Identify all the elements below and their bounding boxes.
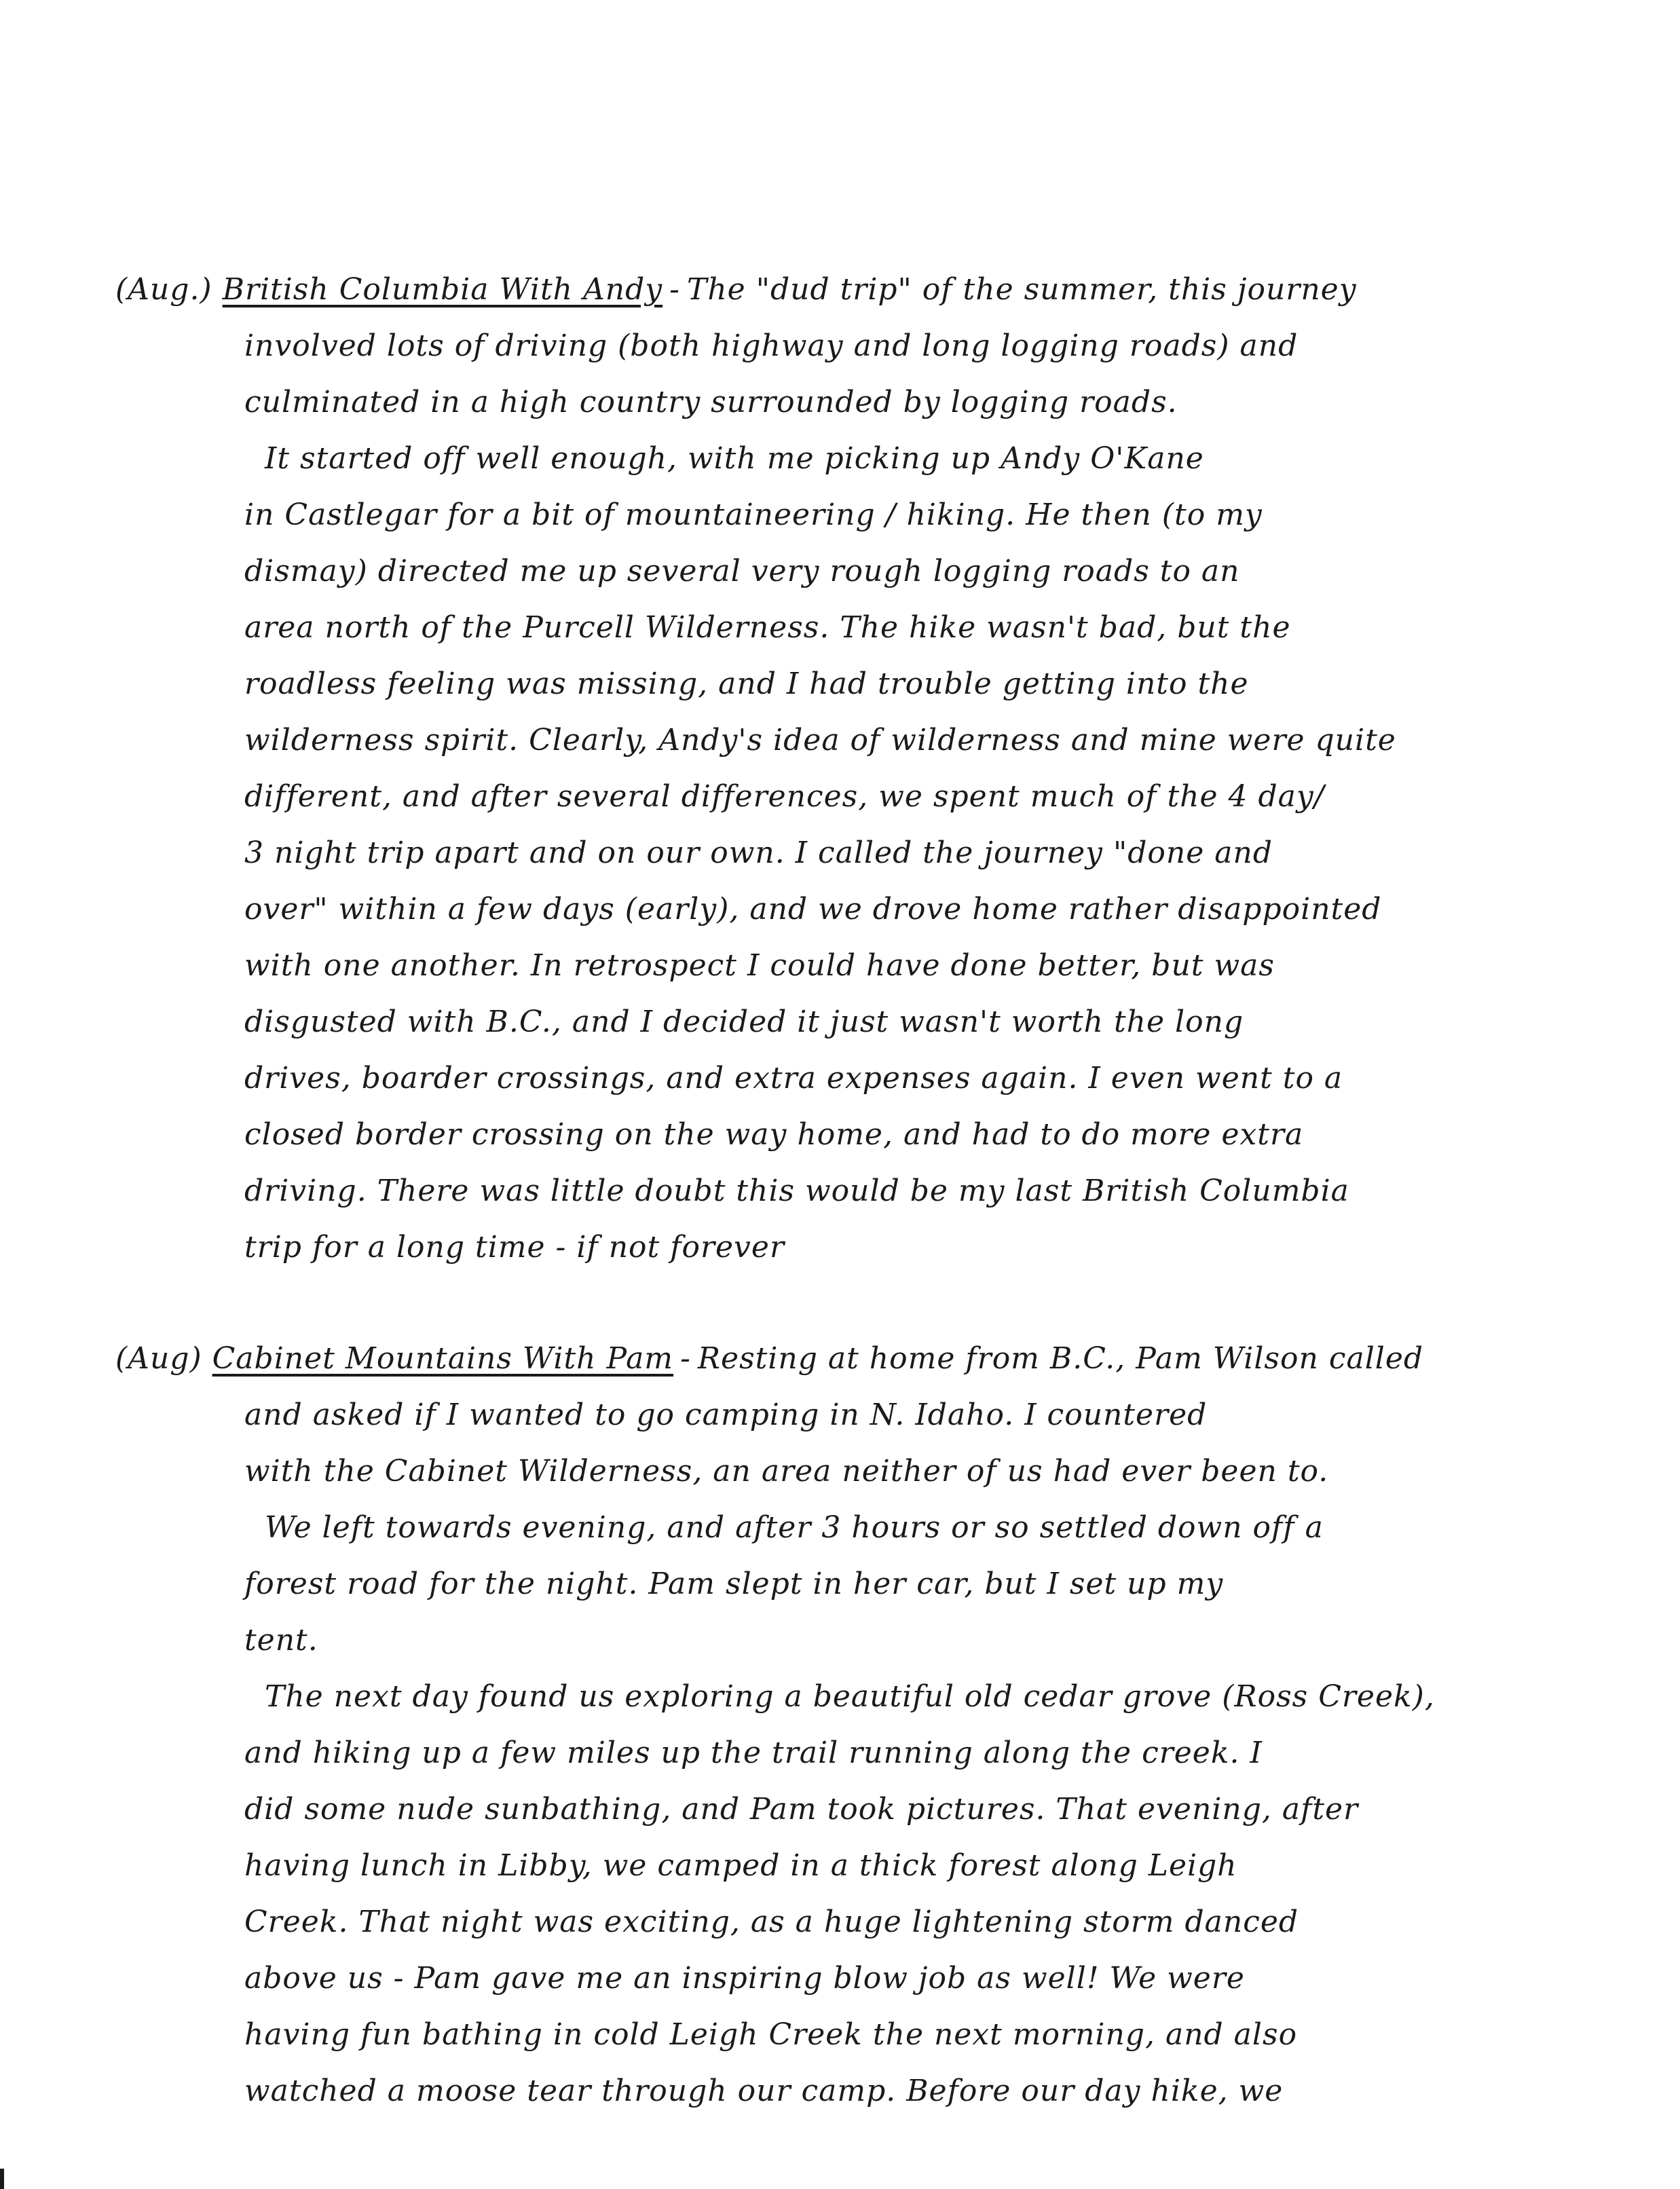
entry-separator: -: [669, 272, 680, 307]
entry-line: having fun bathing in cold Leigh Creek the next morning, and also: [244, 2017, 1298, 2052]
entry-line: did some nude sunbathing, and Pam took pictures. That evening, after: [244, 1792, 1359, 1827]
entry-heading: Cabinet Mountains With Pam: [212, 1341, 674, 1376]
entry-line: with one another. In retrospect I could have done better, but was: [244, 948, 1275, 983]
entry-date: (Aug): [115, 1341, 202, 1376]
entry-line: involved lots of driving (both highway and long logging roads) and: [244, 329, 1299, 363]
entry-line: forest road for the night. Pam slept in her car, but I set up my: [244, 1567, 1224, 1601]
entry-line: above us - Pam gave me an inspiring blow job as well! We were: [244, 1961, 1245, 1996]
entry-first-line: [115, 261, 1629, 318]
entry-text: The "dud trip" of the summer, this journey: [687, 272, 1357, 307]
entry-line: culminated in a high country surrounded by logging roads.: [244, 385, 1178, 419]
entry-line: We left towards evening, and after 3 hours or so settled down off a: [244, 1510, 1324, 1545]
entry-line: with the Cabinet Wilderness, an area neither of us had ever been to.: [244, 1454, 1329, 1489]
entry-line: and asked if I wanted to go camping in N. Idaho. I countered: [244, 1398, 1208, 1432]
entry-line: closed border crossing on the way home, and had to do more extra: [244, 1117, 1304, 1152]
entry-line: Creek. That night was exciting, as a huge lightening storm danced: [244, 1905, 1299, 1939]
journal-entry-british-columbia: [115, 261, 1629, 1275]
entry-date: (Aug.): [115, 272, 212, 307]
entry-line: over" within a few days (early), and we drove home rather disappointed: [244, 892, 1382, 927]
entry-line: dismay) directed me up several very rough logging roads to an: [244, 554, 1240, 588]
entry-text: Resting at home from B.C., Pam Wilson called: [697, 1341, 1424, 1376]
entry-line: area north of the Purcell Wilderness. The hike wasn't bad, but the: [244, 610, 1291, 645]
entry-separator: -: [680, 1341, 691, 1376]
entry-line: It started off well enough, with me picking up Andy O'Kane: [244, 441, 1204, 476]
entry-line: different, and after several differences, we spent much of the 4 day/: [244, 779, 1325, 814]
entry-line: watched a moose tear through our camp. Before our day hike, we: [244, 2074, 1284, 2108]
scan-edge-mark: [0, 2169, 4, 2189]
entry-line: tent.: [244, 1623, 318, 1658]
entry-line: and hiking up a few miles up the trail running along the creek. I: [244, 1736, 1263, 1770]
entry-line: driving. There was little doubt this would be my last British Columbia: [244, 1174, 1349, 1208]
entry-line: roadless feeling was missing, and I had trouble getting into the: [244, 667, 1249, 701]
entry-line: trip for a long time - if not forever: [244, 1230, 785, 1265]
entry-line: wilderness spirit. Clearly, Andy's idea of wilderness and mine were quite: [244, 723, 1396, 757]
entry-line: disgusted with B.C., and I decided it just wasn't worth the long: [244, 1005, 1244, 1039]
entry-line: having lunch in Libby, we camped in a thick forest along Leigh: [244, 1848, 1237, 1883]
entry-line: in Castlegar for a bit of mountaineering / hiking. He then (to my: [244, 498, 1263, 532]
entry-line: drives, boarder crossings, and extra expenses again. I even went to a: [244, 1061, 1343, 1096]
entry-heading: British Columbia With Andy: [222, 272, 663, 307]
journal-entry-cabinet-mountains: [115, 1330, 1629, 2119]
entry-line: 3 night trip apart and on our own. I called the journey "done and: [244, 836, 1273, 870]
entry-first-line: [115, 1330, 1629, 1387]
entry-line: The next day found us exploring a beautiful old cedar grove (Ross Creek),: [244, 1679, 1435, 1714]
